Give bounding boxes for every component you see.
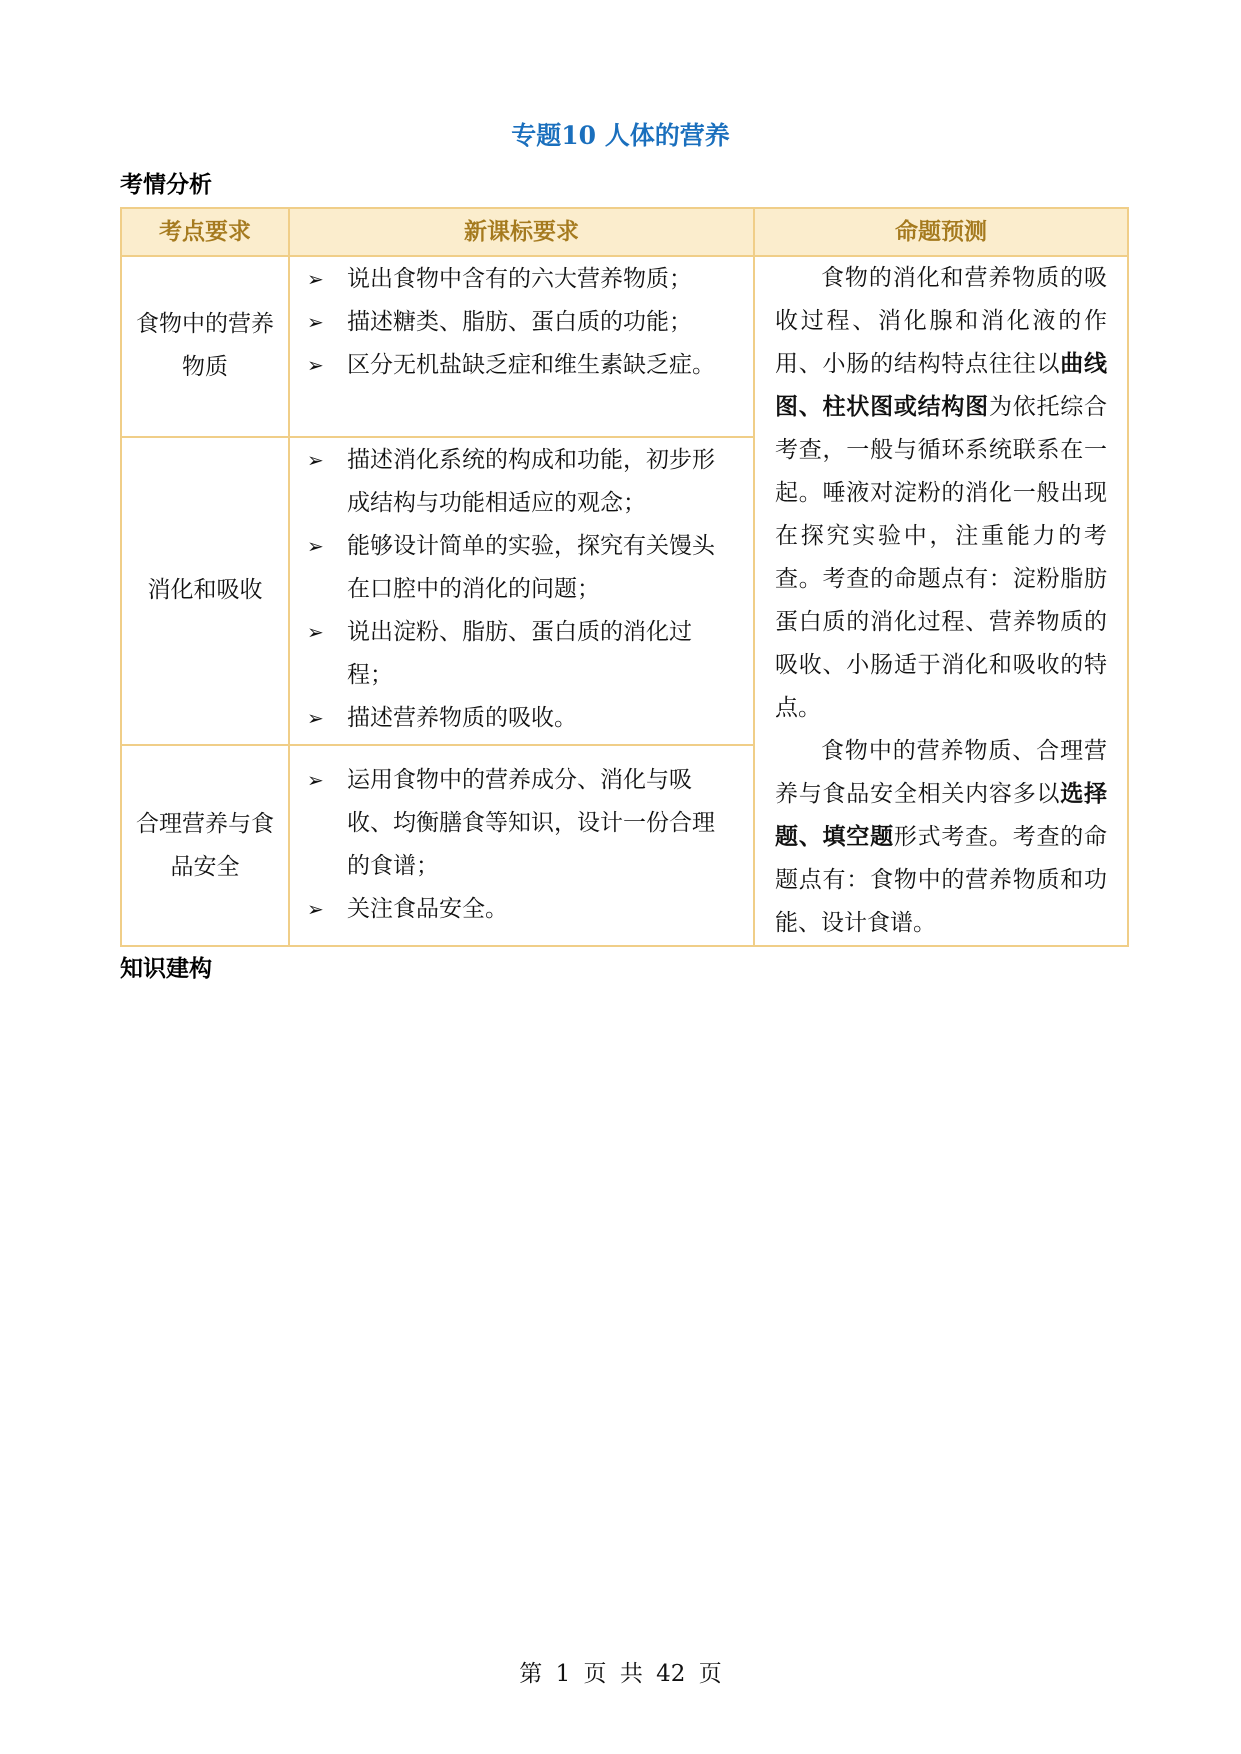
arrow-bullet-icon: ➢: [307, 705, 324, 730]
list-item: [307, 611, 732, 697]
arrow-bullet-icon: ➢: [307, 267, 324, 291]
requirement-text: 说出淀粉、脂肪、蛋白质的消化过程；: [347, 618, 692, 688]
requirement-text: 运用食物中的营养成分、消化与吸收、均衡膳食等知识，设计一份合理的食谱；: [347, 767, 715, 880]
arrow-bullet-icon: ➢: [307, 447, 324, 472]
list-item: [307, 344, 732, 387]
requirement-text: 描述营养物质的吸收。: [347, 704, 577, 731]
requirements-cell: [289, 256, 754, 437]
list-item: [307, 301, 732, 344]
arrow-bullet-icon: ➢: [307, 897, 324, 922]
page-title: 专题10 人体的营养: [511, 121, 730, 150]
requirement-text: 说出食物中含有的六大营养物质；: [347, 266, 692, 292]
prediction-cell: [754, 256, 1128, 946]
table-header-row: [121, 208, 1128, 256]
topic-cell: 食物中的营养物质: [121, 256, 289, 437]
prediction-text: 形式考查。考查的命题点有：食物中的营养物质和功能、设计食谱。: [775, 824, 1108, 936]
prediction-text: 为依托综合考查，一般与循环系统联系在一起。唾液对淀粉的消化一般出现在探究实验中，注重能力的考查。考查的命题点有：淀粉脂肪蛋白质的消化过程、营养物质的吸收、小肠适于消化和吸收的特点。: [775, 394, 1108, 721]
requirement-text: 关注食品安全。: [347, 896, 508, 923]
requirements-cell: [289, 745, 754, 946]
table-row: [121, 256, 1128, 437]
header-prediction: 命题预测: [754, 208, 1128, 256]
topic-cell: 消化和吸收: [121, 437, 289, 746]
arrow-bullet-icon: ➢: [307, 353, 324, 377]
arrow-bullet-icon: ➢: [307, 533, 324, 558]
prediction-text: 食物的消化和营养物质的吸收过程、消化腺和消化液的作用、小肠的结构特点往往以: [775, 265, 1107, 377]
list-item: [307, 697, 732, 740]
header-topic: 考点要求: [121, 208, 289, 256]
list-item: [307, 759, 732, 888]
prediction-paragraph-1: [775, 257, 1107, 730]
requirement-text: 能够设计简单的实验，探究有关馒头在口腔中的消化的问题；: [347, 532, 715, 602]
list-item: [307, 439, 732, 525]
page-footer: 第 1 页 共 42 页: [519, 1661, 722, 1687]
header-requirements: 新课标要求: [289, 208, 754, 256]
prediction-paragraph-2: [775, 730, 1107, 945]
requirement-text: 描述消化系统的构成和功能，初步形成结构与功能相适应的观念；: [347, 446, 715, 516]
section-heading-analysis: 考情分析: [120, 172, 212, 198]
section-heading-knowledge: 知识建构: [120, 956, 212, 982]
prediction-text: 食物中的营养物质、合理营养与食品安全相关内容多以: [775, 738, 1107, 807]
requirement-text: 描述糖类、脂肪、蛋白质的功能；: [347, 309, 692, 335]
list-item: [307, 258, 732, 301]
list-item: [307, 525, 732, 611]
arrow-bullet-icon: ➢: [307, 768, 324, 793]
analysis-table: [120, 207, 1129, 947]
arrow-bullet-icon: ➢: [307, 310, 324, 334]
requirement-text: 区分无机盐缺乏症和维生素缺乏症。: [347, 352, 715, 378]
requirements-cell: [289, 437, 754, 746]
arrow-bullet-icon: ➢: [307, 619, 324, 644]
prediction-emphasis: 选择题、填空题: [775, 781, 1108, 850]
list-item: [307, 888, 732, 931]
prediction-emphasis: 曲线图、柱状图或结构图: [775, 351, 1108, 420]
topic-cell: 合理营养与食品安全: [121, 745, 289, 946]
